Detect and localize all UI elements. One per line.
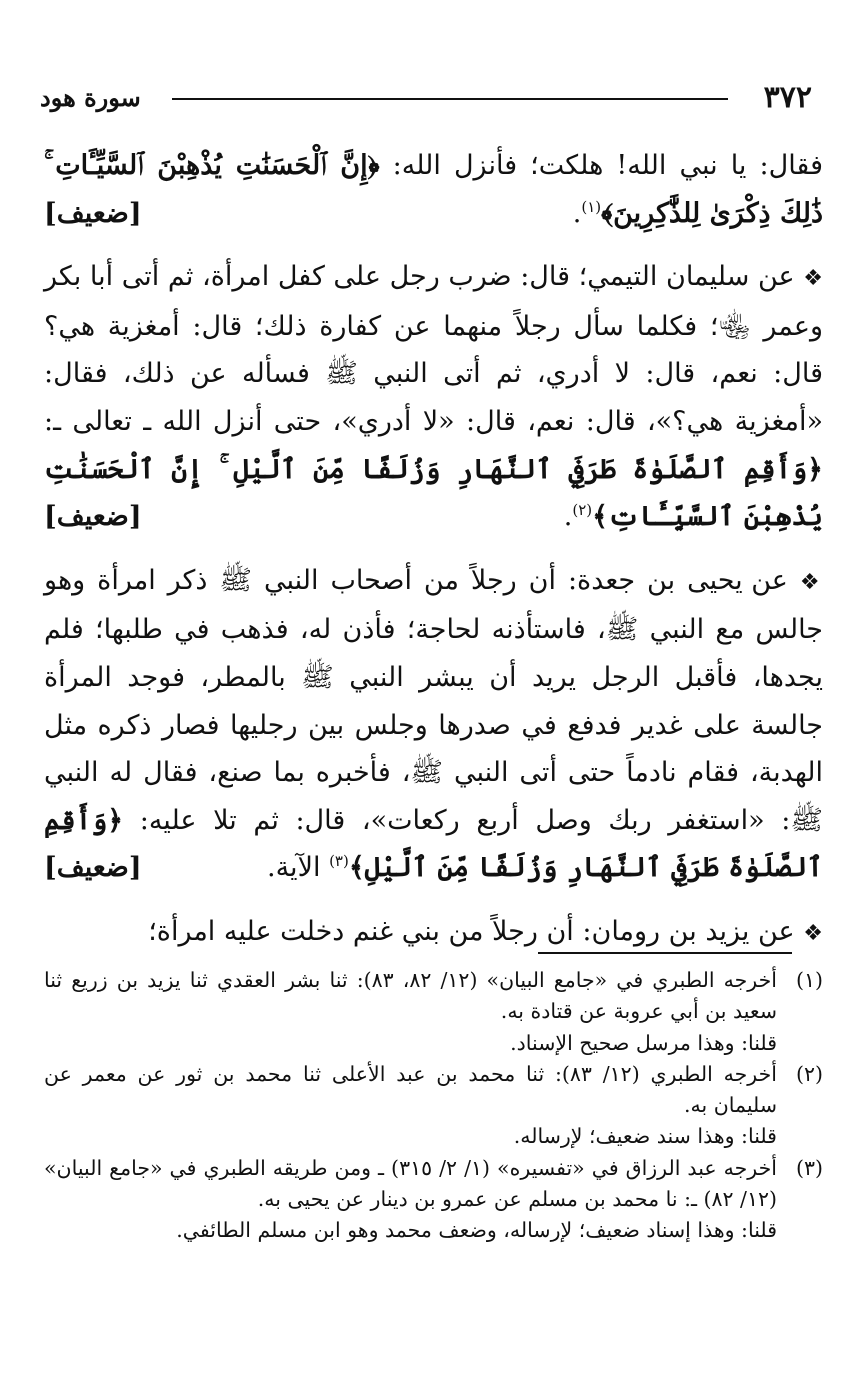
sura-title: سورة هود — [40, 83, 141, 112]
paragraph-text: عن يزيد بن رومان: أن رجلاً من بني غنم دخلت عليه امرأة؛ — [148, 915, 795, 947]
grade-label: [ضعيف] — [44, 501, 142, 533]
paragraph-marker-icon: ❖ — [803, 266, 823, 292]
footnote-line: أخرجه الطبري في «جامع البيان» (١٢/ ٨٢، ٨٣): ثنا بشر العقدي ثنا يزيد بن زريع ثنا سعيد بن أبي عروبة عن قتادة به. — [44, 968, 777, 1024]
paragraph-4 — [44, 908, 823, 958]
paragraph-end: . — [563, 501, 573, 533]
footnote-text — [44, 1153, 777, 1247]
quran-verse: ﴿وَأَقِمِ ٱلصَّلَوٰةَ طَرَفَيِ ٱلنَّهَارِ وَزُلَفًا مِّنَ ٱلَّيْلِ ۚ إِنَّ ٱلْحَسَنَٰتِ يُذْهِبْنَ ٱلسَّيِّـَٔاتِ﴾ — [44, 453, 823, 533]
quran-verse: ﴿وَأَقِمِ ٱلصَّلَوٰةَ طَرَفَيِ ٱلنَّهَارِ وَزُلَفًا مِّنَ ٱلَّيْلِ﴾ — [44, 804, 823, 884]
footnote-line: أخرجه عبد الرزاق في «تفسيره» (١/ ٢/ ٣١٥) ـ ومن طريقه الطبري في «جامع البيان» (١٢/ ٨٢) ـ: نا محمد بن مسلم عن عمرو بن دينار عن يحيى به. — [44, 1155, 777, 1212]
footnote-text — [44, 1059, 777, 1153]
footnote-line: قلنا: وهذا سند ضعيف؛ لإرساله. — [513, 1124, 777, 1149]
page-number: ٣٧٢ — [763, 80, 812, 115]
paragraph-3 — [44, 557, 823, 892]
paragraph-text: عن سليمان التيمي؛ قال: ضرب رجل على كفل امرأة، ثم أتى أبا بكر وعمر ﵄؛ فكلما سأل رجلاً منهما عن كفارة ذلك؛ قال: أمغزية هي؟ قال: نعم، قال: لا أدري، ثم أتى النبي ﷺ فسأله عن ذلك، فقال: «أمغزية هي؟»، قال: نعم، قال: «لا أدري»، حتى أنزل الله ـ تعالى ـ: — [44, 261, 823, 437]
footnote-number: (١) — [795, 968, 823, 992]
grade-label: [ضعيف] — [44, 852, 142, 884]
paragraph-text: عن يحيى بن جعدة: أن رجلاً من أصحاب النبي ﷺ ذكر امرأة وهو جالس مع النبي ﷺ، فاستأذنه لحاجة؛ فأذن له، فذهب في طلبها؛ فلم يجدها، فأقبل الرجل يريد أن يبشر النبي ﷺ بالمطر، فوجد المرأة جالسة على غدير فدفع في صدرها وجلس بين رجليها فصار ذكره مثل الهدبة، فقام نادماً حتى أتى النبي ﷺ، فأخبره بما صنع، فقال له النبي ﷺ: «استغفر ربك وصل أربع ركعات»، قال: ثم تلا عليه: — [44, 564, 823, 836]
footnote-number: (٣) — [795, 1155, 823, 1180]
page-header — [40, 78, 812, 118]
grade-label: [ضعيف] — [44, 197, 142, 229]
footnote-ref: (٣) — [329, 852, 349, 871]
footnote-line: قلنا: وهذا مرسل صحيح الإسناد. — [510, 1030, 777, 1055]
footnote-ref: (٢) — [572, 501, 593, 520]
footnote-number: (٢) — [795, 1061, 823, 1086]
footnote-text — [44, 965, 777, 1059]
paragraph-1 — [44, 142, 823, 237]
footnote-3 — [44, 1153, 823, 1247]
quran-verse: ﴿إِنَّ ٱلْحَسَنَٰتِ يُذْهِبْنَ ٱلسَّيِّـَٔاتِ ۚ ذَٰلِكَ ذِكْرَىٰ لِلذَّٰكِرِينَ﴾ — [44, 150, 823, 229]
paragraph-text: فقال: يا نبي الله! هلكت؛ فأنزل الله: — [379, 150, 823, 181]
footnote-ref: (١) — [581, 197, 602, 216]
paragraph-marker-icon: ❖ — [803, 920, 823, 946]
paragraph-end: . — [572, 197, 582, 229]
paragraph-2 — [44, 253, 823, 541]
main-text — [44, 142, 823, 974]
footnote-line: أخرجه الطبري (١٢/ ٨٣): ثنا محمد بن عبد الأعلى ثنا محمد بن ثور عن معمر عن سليمان به. — [44, 1061, 777, 1118]
footnote-1 — [44, 965, 823, 1059]
header-rule — [172, 98, 728, 100]
footnote-line: قلنا: وهذا إسناد ضعيف؛ لإرساله، وضعف محمد وهو ابن مسلم الطائفي. — [176, 1218, 777, 1243]
footnotes — [44, 965, 823, 1247]
footnote-2 — [44, 1059, 823, 1153]
paragraph-end: الآية. — [267, 852, 330, 884]
footnote-separator — [538, 952, 792, 954]
paragraph-marker-icon: ❖ — [799, 569, 823, 595]
